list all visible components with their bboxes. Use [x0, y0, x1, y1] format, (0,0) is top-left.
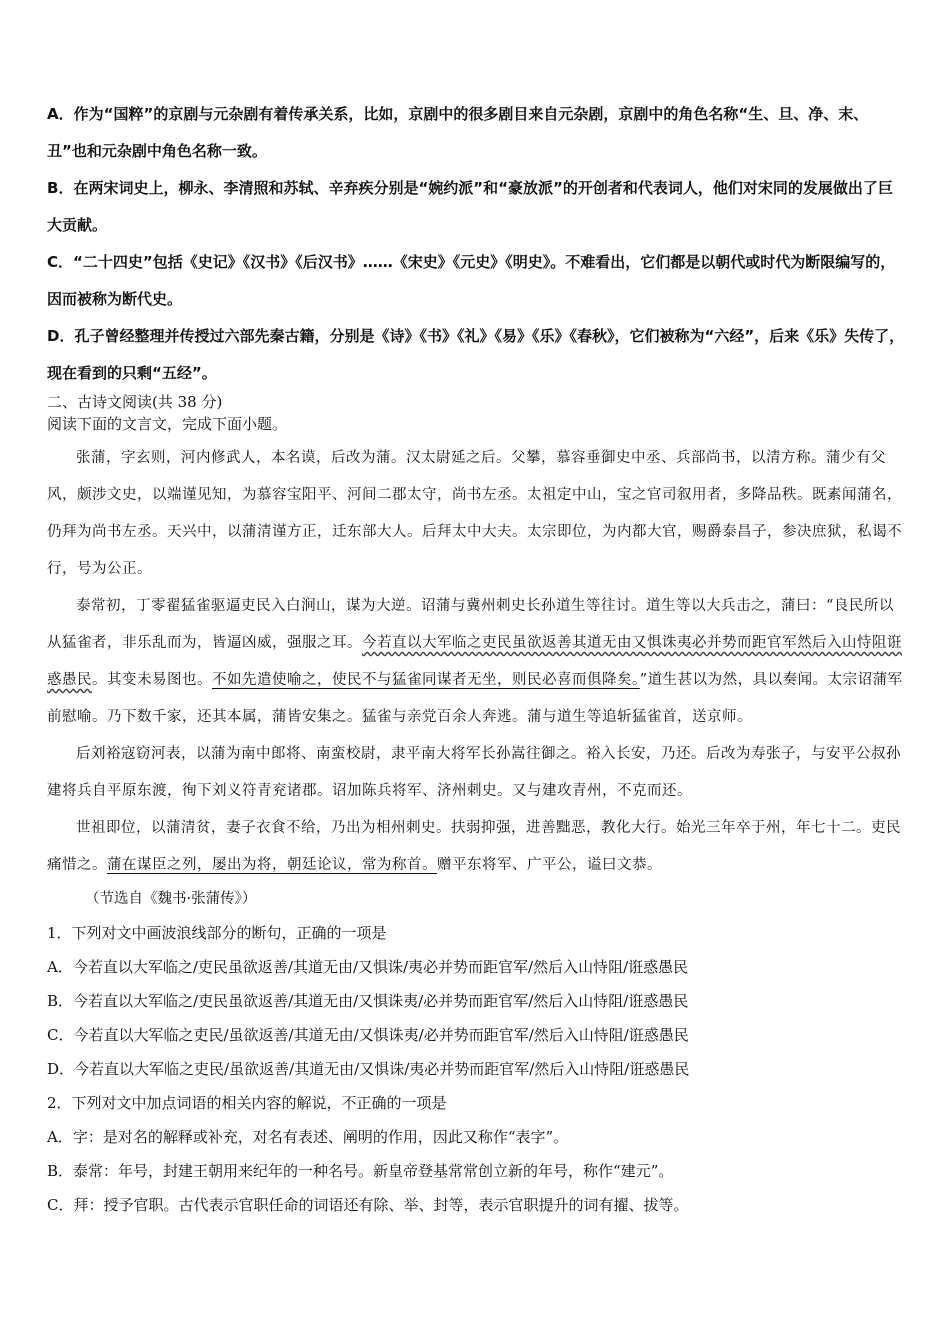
- option-c: C．“二十四史”包括《史记》《汉书》《后汉书》……《宋史》《元史》《明史》。不难看出，它们都是以朝代或时代为断限编写的，因而被称为断代史。: [47, 253, 896, 308]
- exam-page: [47, 96, 907, 1222]
- question-1-stem: 1．下列对文中画波浪线部分的断句，正确的一项是: [47, 924, 387, 942]
- question-1: [47, 916, 907, 1086]
- passage-paragraph-3: 后刘裕寇窃河表，以蒲为南中郎将、南蛮校尉，隶平南大将军长孙嵩往御之。裕入长安，乃还。后改为寿张子，与安平公叔孙建将兵自平原东渡，徇下刘义符青兖诸郡。诏加陈兵将军、济州刺史。又与建攻青州，不克而还。: [47, 746, 901, 799]
- part1-options: [47, 96, 907, 392]
- question-1-option-d: D．今若直以大军临之吏民/虽欲返善/其道无由/又惧诛/夷必并势而距官军/然后入山恃阻/诳惑愚民: [47, 1060, 690, 1078]
- passage-paragraph-2: 泰常初，丁零翟猛雀驱逼吏民入白涧山，谋为大逆。诏蒲与冀州刺史长孙道生等往讨。道生等以大兵击之，蒲曰：“良民所以从猛雀者，非乐乱而为，皆逼凶威，强服之耳。今若直以大军临之吏民虽欲返善其道无由又惧诛夷必并势而距官军然后入山恃阻诳惑愚民。其变未易图也。不如先遣使喻之，使民不与猛雀同谋者无坐，则民必喜而俱降矣。”道生甚以为然，具以奏闻。太宗诏蒲军前慰喻。乃下数千家，还其本属，蒲皆安集之。猛雀与亲党百余人奔逃。蒲与道生等追斩猛雀首，送京师。: [47, 598, 903, 725]
- underlined-sentence-1: 不如先遣使喻之，使民不与猛雀同谋者无坐，则民必喜而俱降矣。: [212, 672, 640, 688]
- option-b: B．在两宋词史上，柳永、李清照和苏轼、辛弃疾分别是“婉约派”和“豪放派”的开创者和代表词人，他们对宋同的发展做出了巨大贡献。: [47, 179, 893, 234]
- question-2-stem: 2．下列对文中加点词语的相关内容的解说，不正确的一项是: [47, 1094, 447, 1112]
- passage-paragraph-1: 张蒲，字玄则，河内修武人，本名谟，后改为蒲。汉太尉延之后。父攀，慕容垂御史中丞、兵部尚书，以清方称。蒲少有父风，颇涉文史，以端谨见知，为慕容宝阳平、河间二郡太守，尚书左丞。太祖定中山，宝之官司叙用者，多降品秩。既素闻蒲名，仍拜为尚书左丞。天兴中，以蒲清谨方正，迁东部大人。后拜太中大夫。太宗即位，为内都大官，赐爵泰昌子，参决庶狱，私谒不行，号为公正。: [47, 450, 902, 577]
- question-1-option-b: B．今若直以大军临之/吏民虽欲返善/其道无由/又惧诛夷/必并势而距官军/然后入山恃阻/诳惑愚民: [47, 992, 689, 1010]
- passage-source: （节选自《魏书·张蒲传》）: [85, 891, 257, 907]
- question-1-option-a: A．今若直以大军临之/吏民虽欲返善/其道无由/又惧诛/夷必并势而距官军/然后入山恃阻/诳惑愚民: [47, 958, 689, 976]
- question-1-option-c: C．今若直以大军临之吏民/虽欲返善/其道无由/又惧诛夷/必并势而距官军/然后入山恃阻/诳惑愚民: [47, 1026, 689, 1044]
- section-title: 二、古诗文阅读(共 38 分): [47, 393, 223, 411]
- passage: [47, 440, 907, 884]
- underlined-sentence-2: 蒲在谋臣之列，屡出为将，朝廷论议，常为称首。: [107, 857, 437, 873]
- option-d: D．孔子曾经整理并传授过六部先秦古籍，分别是《诗》《书》《礼》《易》《乐》《春秋》，它们被称为“六经”，后来《乐》失传了，现在看到的只剩“五经”。: [47, 327, 905, 382]
- question-2: [47, 1086, 907, 1222]
- passage-paragraph-4: 世祖即位，以蒲清贫，妻子衣食不给，乃出为相州刺史。扶弱抑强，进善黜恶，教化大行。始光三年卒于州，年七十二。吏民痛惜之。蒲在谋臣之列，屡出为将，朝廷论议，常为称首。赠平东将军、广平公，谥曰文恭。: [47, 820, 901, 873]
- wavy-underlined-text: 今若直以大军临之吏民虽欲返善其道无由又惧诛夷必并势而距官军然后入山恃阻诳惑愚民: [47, 635, 902, 688]
- section-instruction: 阅读下面的文言文，完成下面小题。: [47, 415, 288, 433]
- question-2-option-a: A．字：是对名的解释或补充，对名有表述、阐明的作用，因此又称作“表字”。: [47, 1128, 569, 1146]
- option-a: A．作为“国粹”的京剧与元杂剧有着传承关系，比如，京剧中的很多剧目来自元杂剧，京剧中的角色名称“生、旦、净、末、丑”也和元杂剧中角色名称一致。: [47, 105, 869, 160]
- question-2-option-c: C．拜：授予官职。古代表示官职任命的词语还有除、举、封等，表示官职提升的词有擢、拔等。: [47, 1196, 689, 1214]
- question-2-option-b: B．泰常：年号，封建王朝用来纪年的一种名号。新皇帝登基常常创立新的年号，称作“建元”。: [47, 1162, 674, 1180]
